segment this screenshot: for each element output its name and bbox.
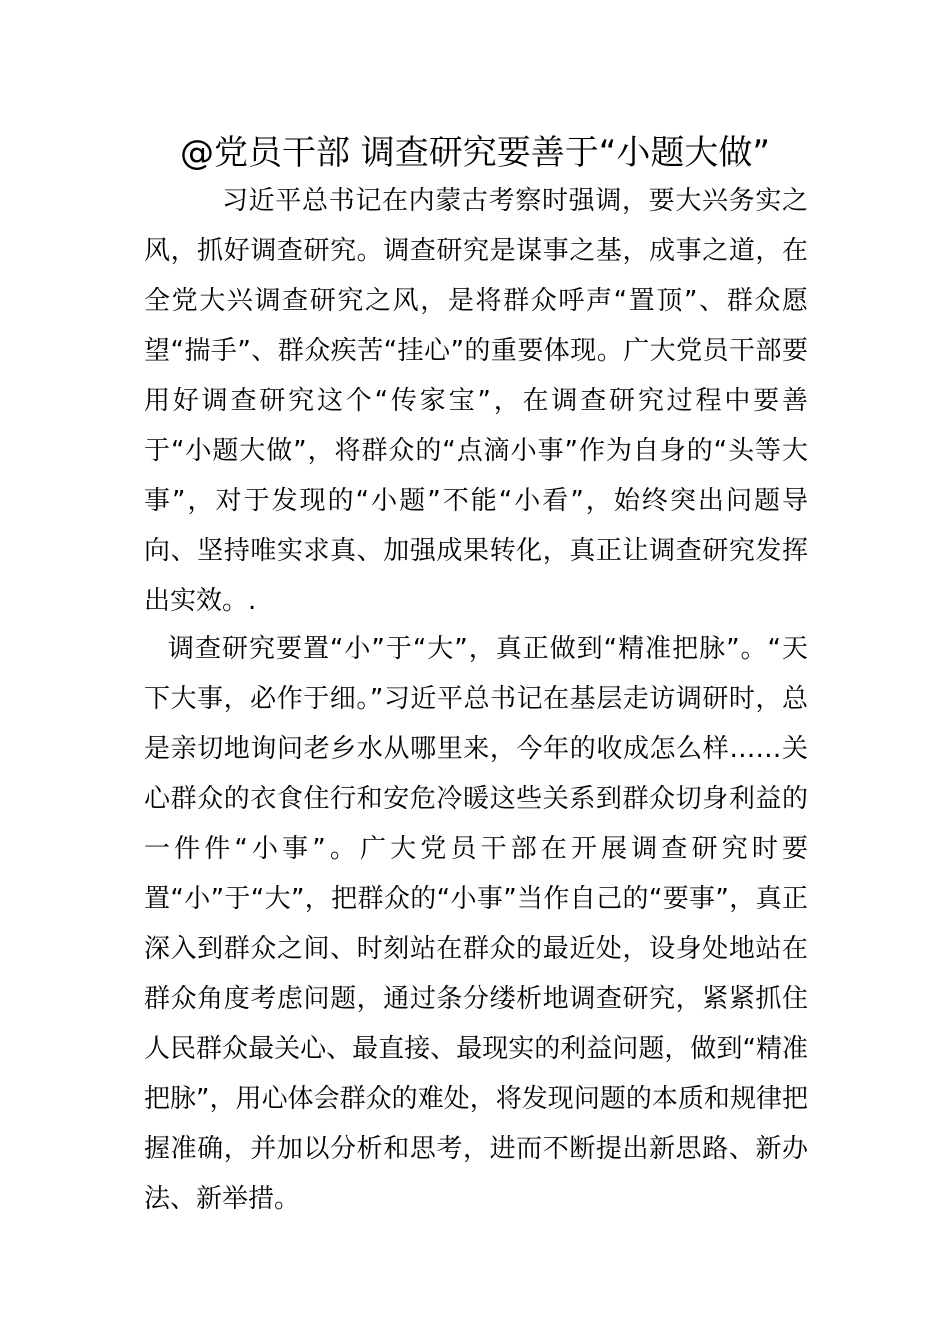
- paragraph-1: 习近平总书记在内蒙古考察时强调，要大兴务实之风，抓好调查研究。调查研究是谋事之基，成事之道，在全党大兴调查研究之风，是将群众呼声“置顶”、群众愿望“揣手”、群众疾苦“挂心”的重要体现。广大党员干部要用好调查研究这个“传家宝”，在调查研究过程中要善于“小题大做”，将群众的“点滴小事”作为自身的“头等大事”，对于发现的“小题”不能“小看”，始终突出问题导向、坚持唯实求真、加强成果转化，真正让调查研究发挥出实效。.: [144, 186, 808, 616]
- paragraph-2: 调查研究要置“小”于“大”，真正做到“精准把脉”。“天下大事，必作于细。”习近平总书记在基层走访调研时，总是亲切地询问老乡水从哪里来，今年的收成怎么样……关心群众的衣食住行和安危冷暖这些关系到群众切身利益的一件件“小事”。广大党员干部在开展调查研究时要置“小”于“大”，把群众的“小事”当作自己的“要事”，真正深入到群众之间、时刻站在群众的最近处，设身处地站在群众角度考虑问题，通过条分缕析地调查研究，紧紧抓住人民群众最关心、最直接、最现实的利益问题，做到“精准把脉”，用心体会群众的难处，将发现问题的本质和规律把握准确，并加以分析和思考，进而不断提出新思路、新办法、新举措。: [144, 634, 808, 1214]
- document-title: @党员干部 调查研究要善于“小题大做”: [179, 133, 771, 173]
